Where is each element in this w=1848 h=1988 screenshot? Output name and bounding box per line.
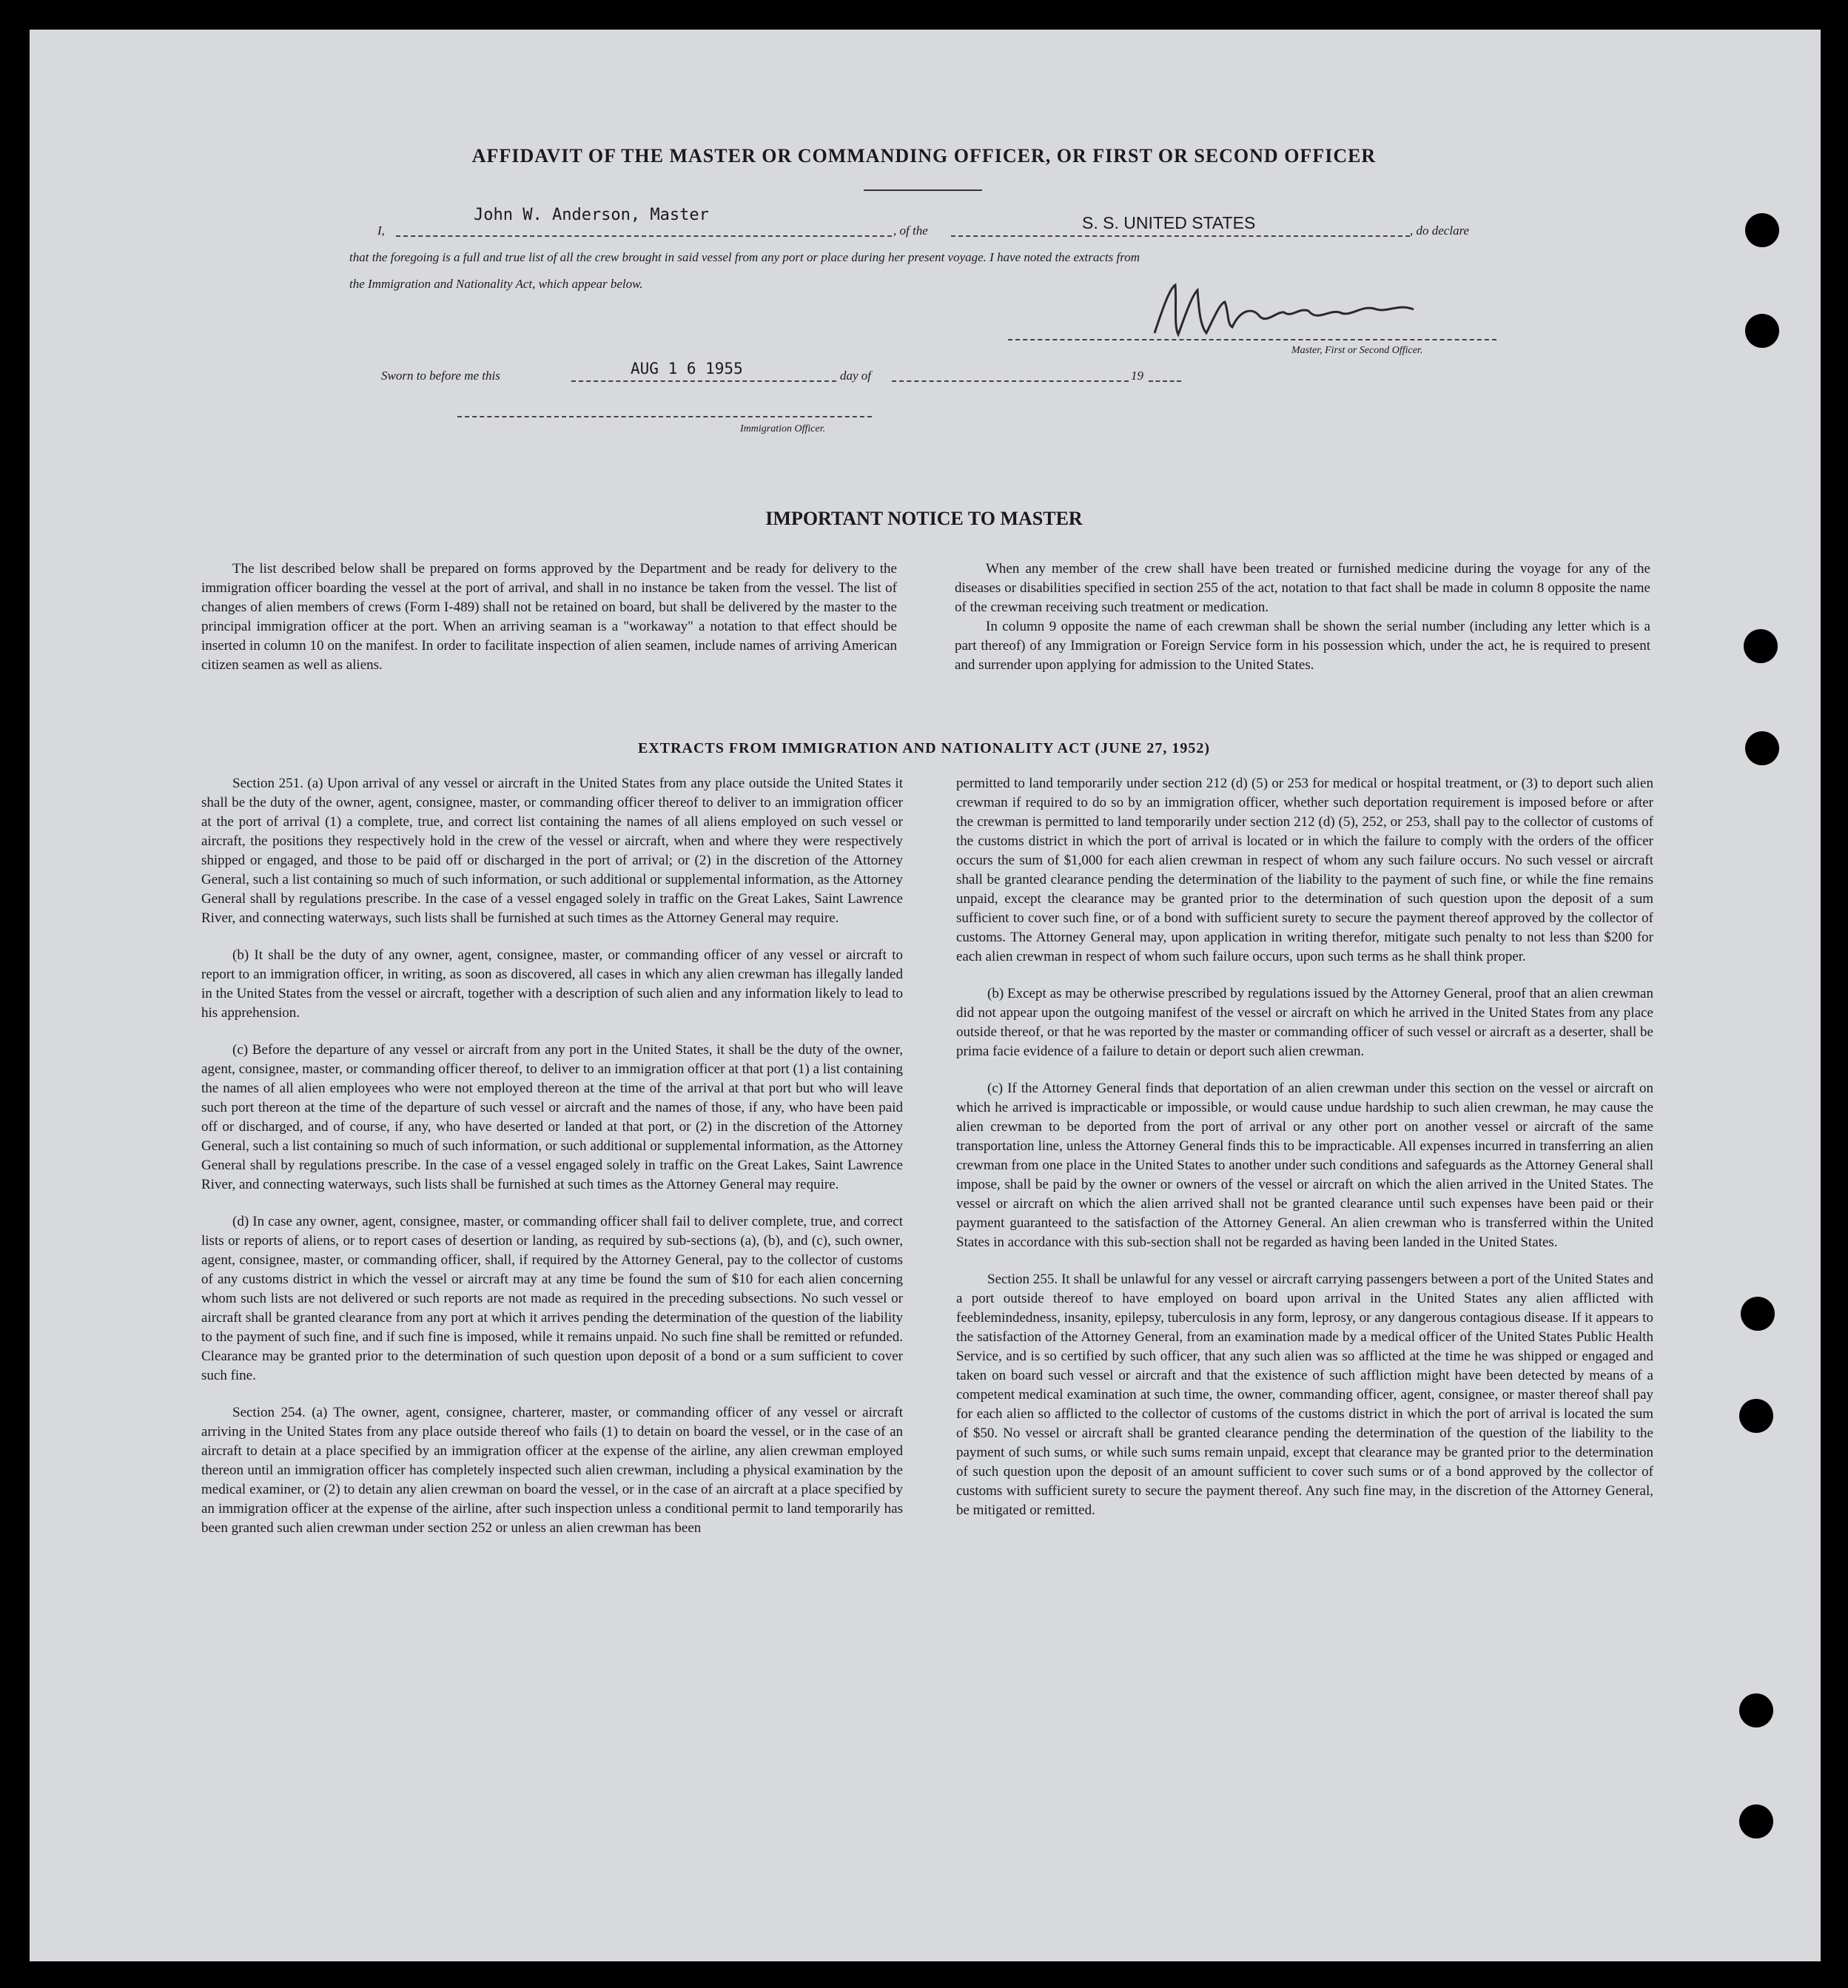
binder-hole xyxy=(1745,314,1779,348)
extracts-title: EXTRACTS FROM IMMIGRATION AND NATIONALITY ACT (JUNE 27, 1952) xyxy=(637,740,1211,756)
notice-right-column xyxy=(955,560,1650,682)
title-rule xyxy=(864,189,982,191)
notice-right-paragraph-2: In column 9 opposite the name of each crewman shall be shown the serial number (including any letter which is a part thereof) of any Immigration or Foreign Service form in his possession which, under the act, he is required to present and surrender upon applying for admission to the United States. xyxy=(955,619,1650,673)
declaration-line-2: the Immigration and Nationality Act, which appear below. xyxy=(349,277,643,291)
of-the-label: , of the xyxy=(893,224,928,238)
year-prefix: 19 xyxy=(1131,369,1143,383)
master-signature xyxy=(1140,281,1451,348)
sworn-label: Sworn to before me this xyxy=(381,369,500,383)
master-name: John W. Anderson, Master xyxy=(474,206,709,224)
vessel-underline xyxy=(951,235,1410,237)
section-254-a: Section 254. (a) The owner, agent, consignee, charterer, master, or commanding officer of any vessel or aircraft arriving in the United States from any place outside thereof who fails (1) to detain on board the vessel, or in the case of an aircraft to detain at a place specified by an immigration officer at the expense of the airline, any alien crewman employed thereon until an immigration officer has completely inspected such alien crewman, including a physical examination by the medical examiner, or (2) to detain any alien crewman on board the vessel, or in the case of an aircraft at a place specified by an immigration officer at the expense of the airline, after such inspection unless a conditional permit to land temporarily has been granted such alien crewman under section 252 or unless an alien crewman has been xyxy=(201,1405,903,1536)
sworn-date-underline xyxy=(571,380,836,382)
year-underline xyxy=(1149,380,1181,382)
binder-hole xyxy=(1739,1693,1773,1727)
month-underline xyxy=(892,380,1129,382)
prefix-i: I, xyxy=(377,224,385,238)
do-declare-label: , do declare xyxy=(1410,224,1470,238)
extracts-left-column xyxy=(201,774,903,1545)
vessel-name: S. S. UNITED STATES xyxy=(1082,213,1256,232)
signature-underline xyxy=(1008,339,1496,340)
officer-label: Immigration Officer. xyxy=(740,423,826,434)
affidavit-title: AFFIDAVIT OF THE MASTER OR COMMANDING OFFICER, OR FIRST OR SECOND OFFICER xyxy=(471,145,1377,167)
notice-left-paragraph: The list described below shall be prepared on forms approved by the Department and be ready for delivery to the immigration officer boarding the vessel at the port of arrival, and shall in no instance be taken from the vessel. The list of changes of alien members of crews (Form I-489) shall not be retained on board, but shall be delivered by the master to the principal immigration officer at the port. When an arriving seaman is a "workaway" a notation to that effect should be inserted in column 10 on the manifest. In order to facilitate inspection of alien seamen, include names of arriving American citizen seamen as well as aliens. xyxy=(201,561,897,673)
notice-title: IMPORTANT NOTICE TO MASTER xyxy=(765,508,1083,529)
notice-right-paragraph-1: When any member of the crew shall have been treated or furnished medicine during the voyage for any of the diseases or disabilities specified in section 255 of the act, notation to that fact shall be made in column 8 opposite the name of the crewman receiving such treatment or medication. xyxy=(955,561,1650,615)
binder-hole xyxy=(1745,213,1779,247)
section-251-b: (b) It shall be the duty of any owner, agent, consignee, master, or commanding officer of any vessel or aircraft to report to an immigration officer, in writing, as soon as discovered, all cases in which any alien crewman has illegally landed in the United States from the vessel or aircraft, together with a description of such alien and any information likely to lead to his apprehension. xyxy=(201,947,903,1021)
day-of-label: day of xyxy=(840,369,872,383)
notice-left-column xyxy=(201,560,897,682)
binder-hole xyxy=(1741,1297,1775,1331)
signature-label: Master, First or Second Officer. xyxy=(1291,345,1423,356)
section-251-d: (d) In case any owner, agent, consignee, master, or commanding officer shall fail to deliver complete, true, and correct lists or reports of aliens, or to report cases of desertion or landing, as required by sub-sections (a), (b), and (c), such owner, agent, consignee, master, or commanding officer, shall, if required by the Attorney General, pay to the collector of customs of any customs district in which the vessel or aircraft may at any time be found the sum of $10 for each alien concerning whom such lists are not delivered or such reports are not made as required in the preceding subsections. No such vessel or aircraft shall be granted clearance from any port at which it arrives pending the determination of the question of the liability to the payment of such fine, and if such fine is imposed, while it remains unpaid. No such fine shall be remitted or refunded. Clearance may be granted prior to the determination of such question upon deposit of a bond or a sum sufficient to cover such fine. xyxy=(201,1214,903,1383)
declaration-line-1: that the foregoing is a full and true list of all the crew brought in said vessel from any port or place during her present voyage. I have noted the extracts from xyxy=(349,250,1140,264)
extracts-right-column xyxy=(956,774,1653,1528)
section-254-c: (c) If the Attorney General finds that deportation of an alien crewman under this section on the vessel or aircraft on which he arrived is impracticable or impossible, or would cause undue hardship to such alien crewman, he may cause the alien crewman to be deported from the port of arrival or any other port on another vessel or aircraft of the same transportation line, unless the Attorney General finds this to be impracticable. All expenses incurred in transferring an alien crewman from one place in the United States to another under such conditions and safeguards as the Attorney General shall impose, shall be paid by the owner or owners of the vessel or aircraft on which the alien arrived in the United States. The vessel or aircraft on which the alien arrived shall not be granted clearance until such expenses have been paid or their payment guaranteed to the satisfaction of the Attorney General. An alien crewman who is transferred within the United States in accordance with this sub-section shall not be regarded as having been landed in the United States. xyxy=(956,1081,1653,1250)
section-251-c: (c) Before the departure of any vessel or aircraft from any port in the United States, it shall be the duty of the owner, agent, consignee, master, or commanding officer thereof, to deliver to an immigration officer at that port (1) a list containing the names of all alien employees who were not employed thereon at the time of the arrival at that port but who will leave such port thereon at the time of the departure of such vessel or aircraft and the names of those, if any, who have been paid off or discharged, and of course, if any, who have deserted or landed at that port, or (2) in the discretion of the Attorney General, such a list containing so much of such information, or such additional or supplemental information, as the Attorney General shall by regulations prescribe. In the case of a vessel engaged solely in traffic on the Great Lakes, Saint Lawrence River, and connecting waterways, such lists shall be furnished at such times as the Attorney General may require. xyxy=(201,1042,903,1192)
section-254-a-continued: permitted to land temporarily under section 212 (d) (5) or 253 for medical or hospital treatment, or (3) to deport such alien crewman if required to do so by an immigration officer, whether such deportation requirement is imposed before or after the crewman is permitted to land temporarily under section 212 (d) (5), 252, or 253, shall pay to the collector of customs of the customs district in which the port of arrival is located or in which the failure to comply with the orders of the officer occurs the sum of $1,000 for each alien crewman in respect of whom any such failure occurs. No such vessel or aircraft shall be granted clearance pending the determination of the liability to the payment of such fine, or while the fine remains unpaid, except the clearance may be granted prior to the determination of such question upon the deposit of a sum sufficient to cover such fine, or of a bond with sufficient surety to secure the payment thereof approved by the collector of customs. The Attorney General may, upon application in writing therefor, mitigate such penalty to not less than $200 for each alien crewman in respect of whom such failure occurs, upon such terms as he shall think proper. xyxy=(956,776,1653,964)
binder-hole xyxy=(1739,1804,1773,1838)
section-254-b: (b) Except as may be otherwise prescribed by regulations issued by the Attorney General, proof that an alien crewman did not appear upon the outgoing manifest of the vessel or aircraft on which he arrived in the United States from any place outside thereof, or that he was reported by the master or commanding officer of such vessel or aircraft as a deserter, shall be prima facie evidence of a failure to detain or deport such alien crewman. xyxy=(956,986,1653,1059)
binder-hole xyxy=(1739,1399,1773,1433)
binder-hole xyxy=(1744,629,1778,663)
officer-underline xyxy=(457,416,872,417)
section-251-a: Section 251. (a) Upon arrival of any vessel or aircraft in the United States from any place outside the United States it shall be the duty of the owner, agent, consignee, master, or commanding officer thereof to deliver to an immigration officer at the port of arrival (1) a complete, true, and correct list containing the names of all aliens employed on such vessel or aircraft, the positions they respectively hold in the crew of the vessel or aircraft, when and where they were respectively shipped or engaged, and those to be paid off or discharged in the port of arrival; or (2) in the discretion of the Attorney General, such a list containing so much of such information, or such additional or supplemental information, as the Attorney General shall by regulations prescribe. In the case of a vessel engaged solely in traffic on the Great Lakes, Saint Lawrence River, and connecting waterways, such lists shall be furnished at such times as the Attorney General may require. xyxy=(201,776,903,926)
name-underline xyxy=(396,235,892,237)
section-255: Section 255. It shall be unlawful for any vessel or aircraft carrying passengers between a port of the United States and a port outside thereof to have employed on board upon arrival in the United States any alien afflicted with feeblemindedness, insanity, epilepsy, tuberculosis in any form, leprosy, or any dangerous contagious disease. If it appears to the satisfaction of the Attorney General, from an examination made by a medical officer of the United States Public Health Service, and is so certified by such officer, that any such alien was so afflicted at the time he was shipped or engaged and taken on board such vessel or aircraft and that the existence of such affliction might have been detected by means of a competent medical examination at such time, the owner, commanding officer, agent, consignee, or master thereof shall pay for each alien so afflicted to the collector of customs of the customs district in which the port of arrival is located the sum of $50. No vessel or aircraft shall be granted clearance pending the determination of the question of the liability to the payment of such sums, or while such sums remain unpaid, except that clearance may be granted prior to the determination of such question upon the deposit of an amount sufficient to cover such sums or of a bond approved by the collector of customs with sufficient surety to secure the payment thereof. Any such fine may, in the discretion of the Attorney General, be mitigated or remitted. xyxy=(956,1272,1653,1518)
sworn-date: AUG 1 6 1955 xyxy=(631,360,743,377)
